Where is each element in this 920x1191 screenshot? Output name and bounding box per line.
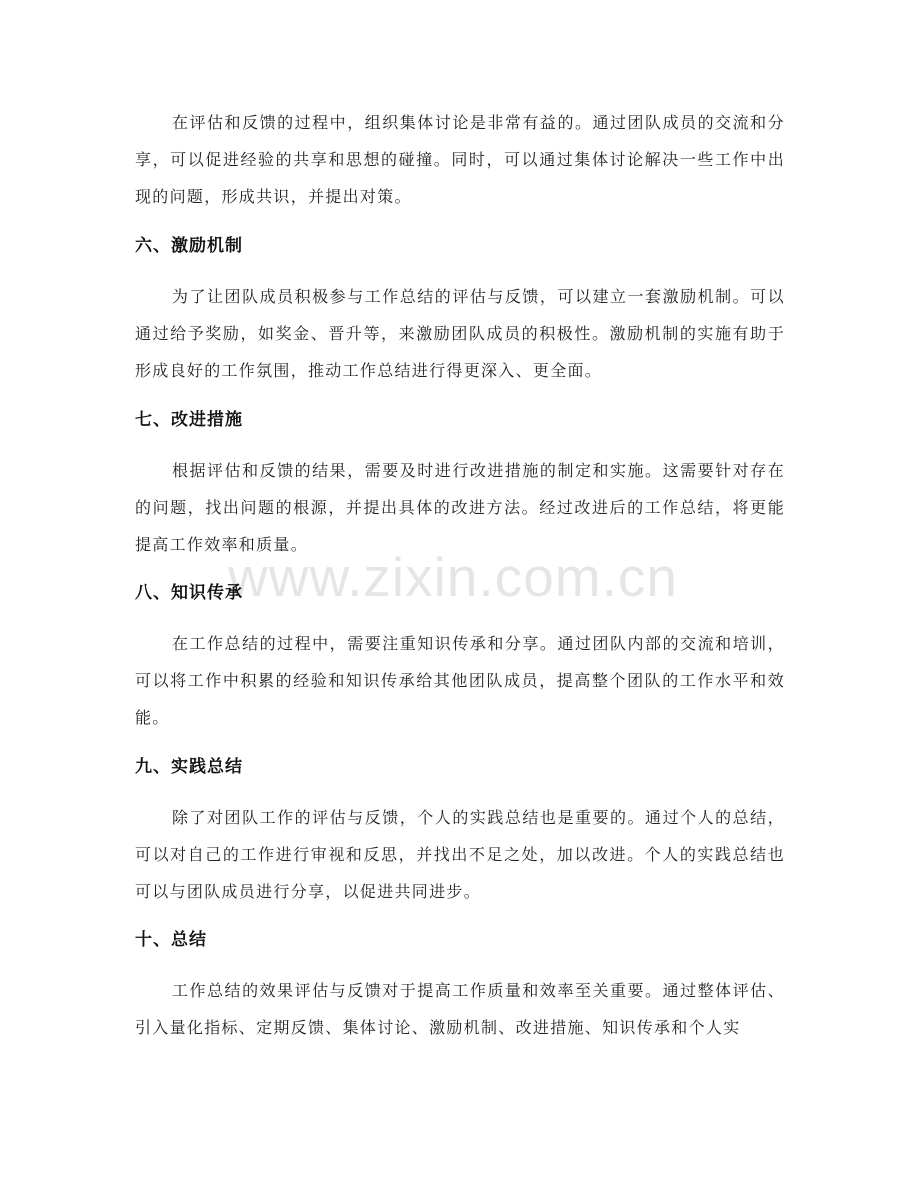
heading-knowledge-transfer: 八、知识传承 (135, 583, 243, 603)
paragraph-group-discussion: 在评估和反馈的过程中，组织集体讨论是非常有益的。通过团队成员的交流和分享，可以促进经验的共享和思想的碰撞。同时，可以通过集体讨论解决一些工作中出现的问题，形成共识，并提出对策。 (135, 113, 785, 206)
paragraph-practice-summary: 除了对团队工作的评估与反馈，个人的实践总结也是重要的。通过个人的总结，可以对自己的工作进行审视和反思，并找出不足之处，加以改进。个人的实践总结也可以与团队成员进行分享，以促进共同进步。 (135, 808, 785, 901)
heading-practice-summary: 九、实践总结 (135, 757, 243, 777)
heading-improvement-measures: 七、改进措施 (135, 410, 243, 430)
paragraph-conclusion: 工作总结的效果评估与反馈对于提高工作质量和效率至关重要。通过整体评估、引入量化指标、定期反馈、集体讨论、激励机制、改进措施、知识传承和个人实 (135, 981, 785, 1037)
heading-conclusion: 十、总结 (135, 930, 207, 950)
watermark: www.zixin.com.cn (228, 546, 678, 608)
heading-incentive-mechanism: 六、激励机制 (135, 236, 243, 256)
paragraph-incentive-mechanism: 为了让团队成员积极参与工作总结的评估与反馈，可以建立一套激励机制。可以通过给予奖励，如奖金、晋升等，来激励团队成员的积极性。激励机制的实施有助于形成良好的工作氛围，推动工作总结进行得更深入、更全面。 (135, 287, 785, 380)
paragraph-knowledge-transfer: 在工作总结的过程中，需要注重知识传承和分享。通过团队内部的交流和培训，可以将工作中积累的经验和知识传承给其他团队成员，提高整个团队的工作水平和效能。 (135, 634, 785, 727)
paragraph-improvement-measures: 根据评估和反馈的结果，需要及时进行改进措施的制定和实施。这需要针对存在的问题，找出问题的根源，并提出具体的改进方法。经过改进后的工作总结，将更能提高工作效率和质量。 (135, 461, 785, 554)
